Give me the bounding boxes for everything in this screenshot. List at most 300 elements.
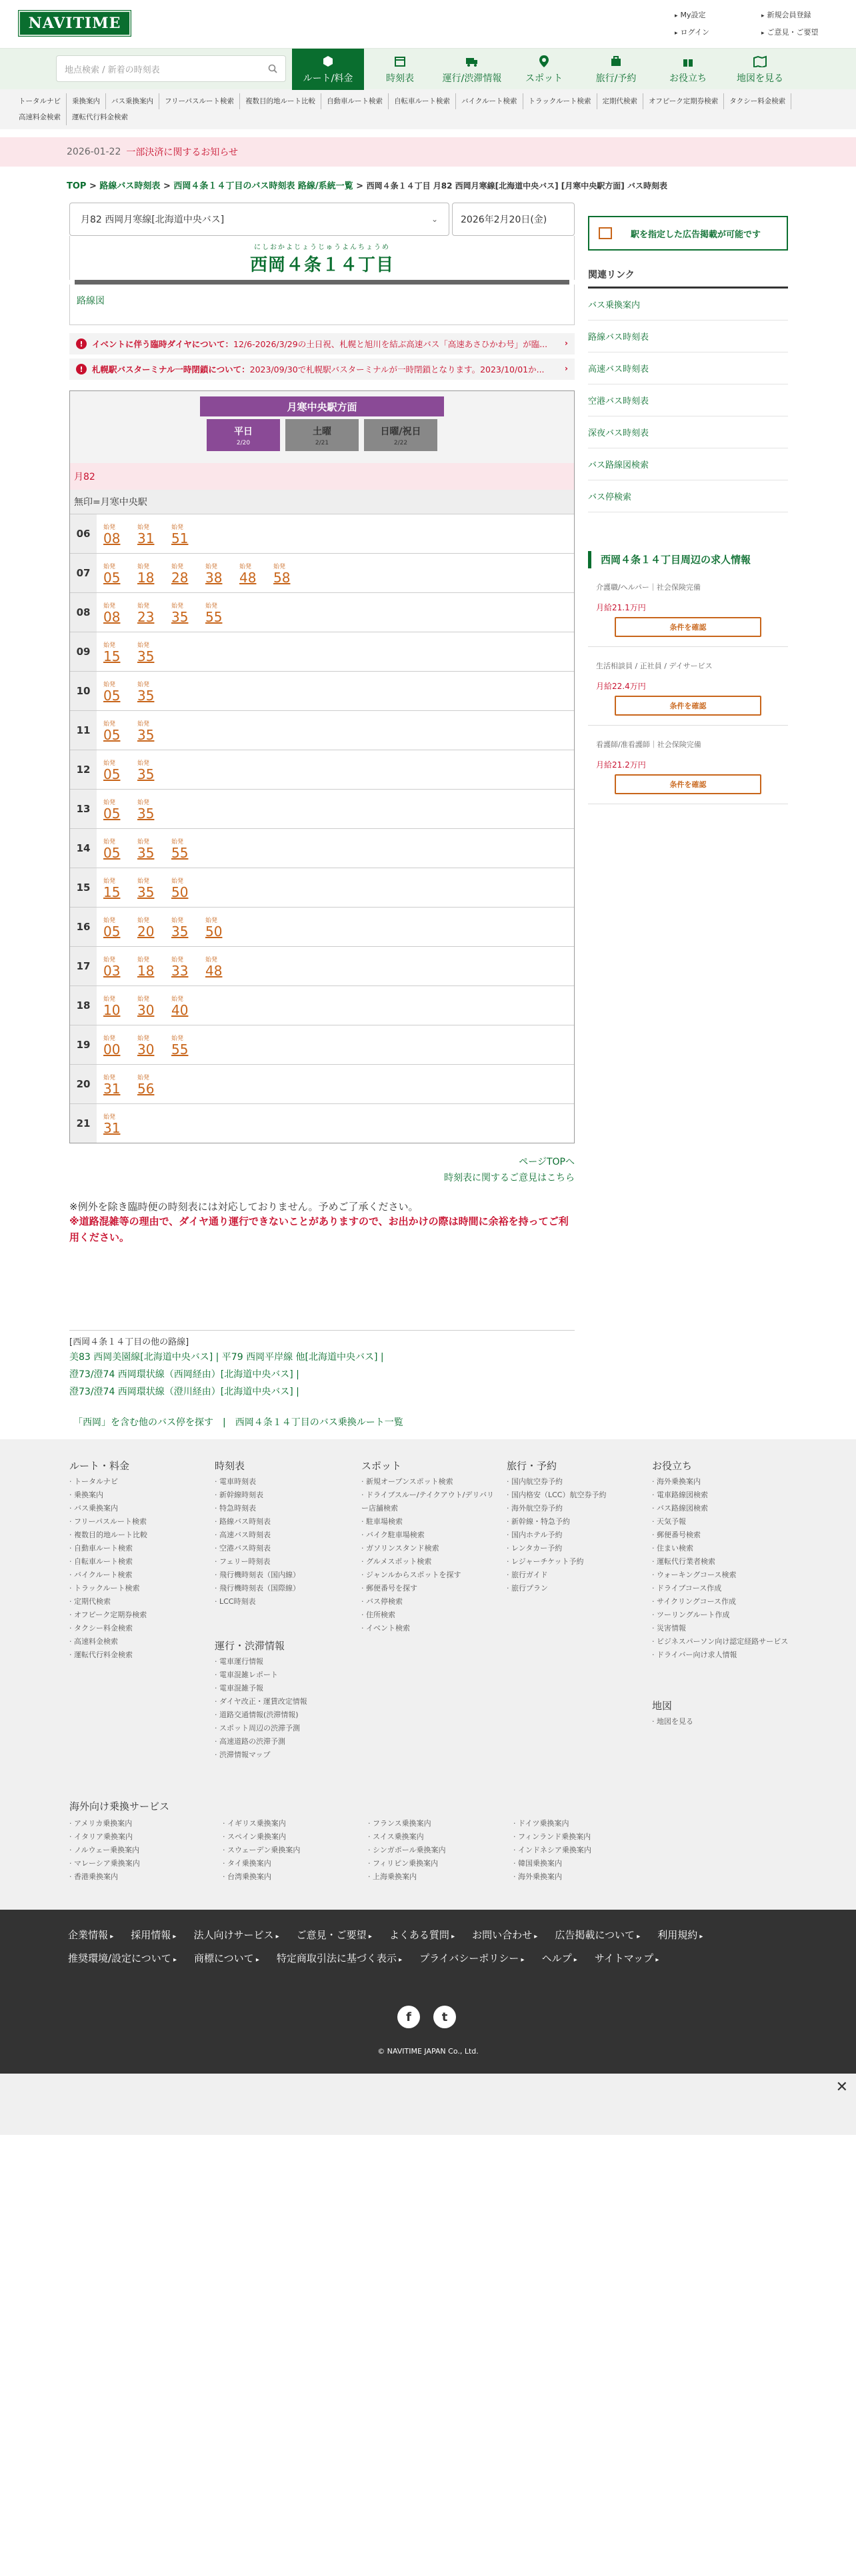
departure-minute: 15 [103, 648, 121, 664]
nav-item[interactable] [292, 49, 364, 90]
route-select[interactable] [69, 203, 449, 236]
departure-time[interactable] [136, 876, 170, 900]
breadcrumb-top[interactable]: TOP [67, 181, 87, 191]
abroad-link[interactable]: · 上海乗換案内 [368, 1870, 513, 1884]
departure-kind: 始発 [205, 602, 218, 610]
departure-time[interactable] [170, 601, 204, 624]
footer-link[interactable]: · 住所検索 [361, 1609, 495, 1622]
footer-link[interactable]: · 郵便番号を探す [361, 1582, 495, 1595]
departure-time[interactable] [102, 1112, 136, 1135]
nav-item-label: お役立ち [669, 73, 707, 84]
departure-minute: 18 [137, 569, 155, 586]
footer-link[interactable]: · ツーリングルート作成 [652, 1609, 792, 1622]
departure-time[interactable] [136, 994, 170, 1017]
tab-day[interactable] [285, 419, 359, 451]
abroad-heading: 海外向け乗換サービス [69, 1800, 170, 1812]
related-link[interactable]: バス停検索 [588, 480, 788, 512]
navitime-logo[interactable]: NAVITIME [19, 11, 131, 36]
departure-time[interactable] [102, 758, 136, 782]
departure-kind: 始発 [137, 760, 150, 767]
footer-column-heading: 時刻表 [215, 1460, 245, 1472]
departure-minute: 35 [137, 726, 155, 743]
nav-item-label: 時刻表 [386, 73, 414, 84]
nav-item[interactable] [364, 49, 436, 90]
footer-link[interactable]: · オフピーク定期券検索 [69, 1609, 196, 1622]
footer-column-heading: 運行・渋滞情報 [215, 1640, 285, 1652]
twitter-icon[interactable]: t [433, 2006, 456, 2028]
departure-minute: 15 [103, 884, 121, 900]
departure-time[interactable] [204, 601, 238, 624]
job-title: 生活相談員 / 正社員 / デイサービス [596, 662, 713, 670]
departure-minute: 35 [171, 608, 189, 625]
direction-badge: 月寒中央駅方面 [200, 396, 444, 416]
footer-link[interactable]: · トータルナビ [69, 1475, 196, 1489]
other-route-line[interactable]: 澄73/澄74 西岡環状線（西岡経由）[北海道中央バス] | [69, 1369, 299, 1380]
subnav-item[interactable]: フリーパスルート検索 [159, 93, 240, 109]
subnav-item[interactable]: 乗換案内 [67, 93, 106, 109]
search-placeholder: 地点検索 / 新着の時刻表 [65, 65, 160, 75]
footer-link[interactable]: · スポット周辺の渋滞予測 [215, 1722, 348, 1735]
breadcrumb-bus[interactable]: 路線バス時刻表 [99, 181, 161, 191]
notice-message[interactable]: 一部決済に関するお知らせ [126, 147, 238, 158]
departure-kind: 始発 [103, 602, 116, 610]
departure-kind: 始発 [103, 838, 116, 846]
subnav-item[interactable]: バス乗換案内 [106, 93, 159, 109]
related-link[interactable]: バス路線図検索 [588, 448, 788, 480]
departure-time[interactable] [136, 522, 170, 546]
footer-column [69, 1459, 196, 1662]
footer-link[interactable]: · 海外乗換案内 [652, 1475, 792, 1489]
departure-time[interactable] [204, 562, 238, 585]
footer-link[interactable]: · 郵便番号検索 [652, 1529, 792, 1542]
departure-time[interactable] [204, 955, 238, 978]
chevron-right-icon: › [564, 338, 568, 348]
departure-minute: 55 [171, 844, 189, 861]
subnav-item[interactable]: バイクルート検索 [456, 93, 523, 109]
suitcase-icon [609, 55, 623, 68]
table-row [70, 553, 574, 592]
departure-time[interactable] [136, 719, 170, 742]
footer-link[interactable]: · ジャンルからスポットを探す [361, 1569, 495, 1582]
ad-button-label: 駅を指定した広告掲載が可能です [631, 229, 761, 240]
footer-link[interactable]: · 国内ホテル予約 [507, 1529, 640, 1542]
abroad-link[interactable]: · スペイン乗換案内 [223, 1830, 368, 1844]
minutes-cell [97, 829, 204, 868]
hour-cell: 15 [70, 868, 97, 907]
departure-time[interactable] [102, 719, 136, 742]
abroad-link[interactable]: · イギリス乗換案内 [223, 1817, 368, 1830]
footer-dark-link[interactable]: お問い合わせ ▸ [472, 1924, 537, 1948]
footer-link[interactable]: · 電車混雑レポート [215, 1668, 348, 1682]
footer-link[interactable]: · 新幹線時刻表 [215, 1489, 348, 1502]
abroad-link[interactable]: · 台湾乗換案内 [223, 1870, 368, 1884]
register-link[interactable]: ▸ 新規会員登録 [761, 9, 848, 20]
departure-time[interactable] [102, 640, 136, 664]
minutes-cell [97, 947, 238, 985]
departure-time[interactable] [170, 1033, 204, 1057]
footer-link[interactable]: · 高速バス時刻表 [215, 1529, 348, 1542]
hour-cell: 16 [70, 908, 97, 946]
abroad-link[interactable]: · タイ乗換案内 [223, 1857, 368, 1870]
footer-link[interactable]: · ビジネスパーソン向け認定経路サービス [652, 1635, 792, 1648]
footer-link[interactable]: · トラックルート検索 [69, 1582, 196, 1595]
footer-link[interactable]: · バス路線図検索 [652, 1502, 792, 1515]
close-icon[interactable]: ✕ [835, 2079, 848, 2096]
abroad-link[interactable]: · スイス乗換案内 [368, 1830, 513, 1844]
timetable-feedback-link[interactable]: 時刻表に関するご意見はこちら [444, 1173, 575, 1183]
facebook-icon[interactable]: f [397, 2006, 420, 2028]
departure-kind: 始発 [103, 799, 116, 806]
abroad-link[interactable]: · ドイツ乗換案内 [513, 1817, 659, 1830]
alert-event[interactable] [69, 333, 575, 354]
nav-item[interactable] [436, 49, 508, 90]
route-map-link[interactable]: 路線図 [77, 296, 105, 307]
related-link[interactable]: 路線バス時刻表 [588, 321, 788, 352]
abroad-link[interactable]: · マレーシア乗換案内 [69, 1857, 223, 1870]
departure-time[interactable] [136, 955, 170, 978]
departure-time[interactable] [170, 562, 204, 585]
footer-link[interactable]: · 電車運行情報 [215, 1655, 348, 1668]
footer-dark-link[interactable]: 採用情報 ▸ [131, 1924, 176, 1948]
job-detail-button[interactable]: 条件を確認 [615, 696, 761, 716]
footer-link[interactable]: · 旅行プラン [507, 1582, 640, 1595]
departure-minute: 03 [103, 962, 121, 979]
search-icon[interactable] [268, 64, 277, 73]
other-route-line[interactable]: 美83 西岡美園線[北海道中央バス] | 平79 西岡平岸線 他[北海道中央バス] | [69, 1352, 384, 1363]
route-select-value: 月82 西岡月寒線[北海道中央バス] [81, 215, 225, 225]
footer-link[interactable]: · 乗換案内 [69, 1489, 196, 1502]
footer-dark-link[interactable]: サイトマップ ▸ [595, 1948, 659, 1971]
footer-link[interactable]: · 新規オープンスポット検索 [361, 1475, 495, 1489]
subnav-item[interactable]: 自転車ルート検索 [389, 93, 456, 109]
footer-dark-link[interactable]: 利用規約 ▸ [657, 1924, 703, 1948]
table-row [70, 828, 574, 868]
search-input[interactable] [56, 55, 286, 82]
departure-minute: 05 [103, 844, 121, 861]
departure-time[interactable] [102, 522, 136, 546]
related-link[interactable]: バス乗換案内 [588, 289, 788, 321]
footer-link[interactable]: · 自転車ルート検索 [69, 1555, 196, 1569]
footer-link[interactable]: · グルメスポット検索 [361, 1555, 495, 1569]
minutes-cell [97, 593, 238, 632]
footer-link[interactable]: · ドライブコース作成 [652, 1582, 792, 1595]
departure-minute: 31 [103, 1080, 121, 1097]
departure-kind: 始発 [171, 563, 184, 570]
main-nav [0, 48, 856, 89]
nav-item[interactable] [580, 49, 652, 90]
footer-link[interactable]: · 災害情報 [652, 1622, 792, 1635]
departure-minute: 50 [205, 923, 223, 940]
subnav-item[interactable]: 高速料金検索 [13, 109, 67, 125]
departure-time[interactable] [102, 916, 136, 939]
page-top-link[interactable]: ページTOPへ [519, 1157, 575, 1167]
footer-link[interactable]: · 地図を見る [652, 1715, 785, 1728]
table-row [70, 671, 574, 710]
footer-link[interactable]: · ガソリンスタンド検索 [361, 1542, 495, 1555]
minutes-cell [97, 672, 170, 710]
footer-link[interactable]: · 住まい検索 [652, 1542, 792, 1555]
main-content [69, 203, 575, 1245]
job-card [588, 647, 788, 726]
footer-link[interactable]: · ドライブスルー/テイクアウト/デリバリー店舗検索 [361, 1489, 495, 1515]
departure-time[interactable] [136, 601, 170, 624]
departure-time[interactable] [136, 640, 170, 664]
subnav-item[interactable]: 運転代行料金検索 [72, 113, 128, 121]
exclamation-icon: ! [76, 338, 87, 349]
departure-time[interactable] [102, 955, 136, 978]
footer-dark-link[interactable]: 商標について ▸ [194, 1948, 259, 1971]
departure-kind: 始発 [137, 1074, 150, 1081]
minutes-cell [97, 868, 204, 907]
footer-link[interactable]: · バイクルート検索 [69, 1569, 196, 1582]
departure-kind: 始発 [103, 1113, 116, 1121]
stop-header [69, 236, 575, 280]
footer-link[interactable]: · 旅行ガイド [507, 1569, 640, 1582]
footer-link[interactable]: · 道路交通情報(渋滞情報) [215, 1708, 348, 1722]
departure-time[interactable] [136, 562, 170, 585]
footer-link[interactable]: · 飛行機時刻表（国内線） [215, 1569, 348, 1582]
minutes-cell [97, 1104, 136, 1143]
nav-item[interactable] [508, 49, 580, 90]
footer-link[interactable]: · 天気予報 [652, 1515, 792, 1529]
day-date: 2/22 [393, 439, 408, 446]
related-link[interactable]: 高速バス時刻表 [588, 352, 788, 384]
minutes-cell [97, 1065, 170, 1103]
footer-link[interactable]: · フェリー時刻表 [215, 1555, 348, 1569]
footer-link[interactable]: · 飛行機時刻表（国際線） [215, 1582, 348, 1595]
departure-time[interactable] [102, 876, 136, 900]
tab-day[interactable] [207, 419, 280, 451]
footer-link[interactable]: · 運転代行料金検索 [69, 1648, 196, 1662]
departure-time[interactable] [136, 758, 170, 782]
footer-dark-link[interactable]: ヘルプ ▸ [542, 1948, 577, 1971]
footer-link[interactable]: · 渋滞情報マップ [215, 1748, 348, 1762]
job-pay: 月給22.4万円 [596, 682, 646, 691]
feedback-link[interactable]: ▸ ご意見・ご要望 [761, 27, 848, 37]
related-link[interactable]: 空港バス時刻表 [588, 384, 788, 416]
tab-day[interactable] [364, 419, 437, 451]
departure-time[interactable] [136, 798, 170, 821]
timetable [69, 390, 575, 1143]
footer-dark-link[interactable]: 推奨環境/設定について ▸ [68, 1948, 177, 1971]
footer-link[interactable]: · 国内格安（LCC）航空券予約 [507, 1489, 640, 1502]
footer-dark-link[interactable]: よくある質問 ▸ [389, 1924, 455, 1948]
footer-dark-link[interactable]: ご意見・ご要望 ▸ [297, 1924, 372, 1948]
abroad-link[interactable]: · フランス乗換案内 [368, 1817, 513, 1830]
subnav-item[interactable]: トラックルート検索 [523, 93, 597, 109]
footer-link[interactable]: · 特急時刻表 [215, 1502, 348, 1515]
departure-time[interactable] [170, 837, 204, 860]
departure-kind: 始発 [205, 563, 218, 570]
nav-item[interactable] [724, 49, 796, 90]
login-link[interactable]: ▸ ログイン [675, 27, 761, 37]
departure-minute: 40 [171, 1001, 189, 1018]
my-settings-link[interactable]: ▸ My設定 [675, 9, 761, 20]
hour-cell: 19 [70, 1025, 97, 1064]
other-route-line[interactable]: 澄73/澄74 西岡環状線（澄川経由）[北海道中央バス] | [69, 1387, 299, 1397]
table-row [70, 514, 574, 553]
footer-link[interactable]: · タクシー料金検索 [69, 1622, 196, 1635]
abroad-link[interactable]: · インドネシア乗換案内 [513, 1844, 659, 1857]
departure-time[interactable] [102, 1073, 136, 1096]
footer-link[interactable]: · フリーパスルート検索 [69, 1515, 196, 1529]
footer-link[interactable]: · サイクリングコース作成 [652, 1595, 792, 1609]
footer-link[interactable]: · 電車路線図検索 [652, 1489, 792, 1502]
departure-time[interactable] [204, 916, 238, 939]
footer-dark-link[interactable]: 法人向けサービス ▸ [193, 1924, 279, 1948]
bottom-links[interactable]: 「西岡」を含む他のバス停を探す | 西岡４条１４丁目のバス乗換ルート一覧 [73, 1417, 403, 1428]
footer-link[interactable]: · ウォーキングコース検索 [652, 1569, 792, 1582]
footer-link[interactable]: · 新幹線・特急予約 [507, 1515, 640, 1529]
footer-link[interactable]: · バイク駐車場検索 [361, 1529, 495, 1542]
departure-time[interactable] [170, 522, 204, 546]
alert-detail: 2023/09/30で札幌駅バスターミナルが一時閉鎖となります。2023/10/01か... [249, 364, 545, 374]
map-link-row [69, 285, 575, 325]
subnav-item[interactable]: タクシー料金検索 [724, 93, 791, 109]
abroad-link[interactable]: · スウェーデン乗換案内 [223, 1844, 368, 1857]
abroad-link[interactable]: · 韓国乗換案内 [513, 1857, 659, 1870]
footer-link[interactable]: · 国内航空券予約 [507, 1475, 640, 1489]
table-row [70, 1103, 574, 1143]
departure-time[interactable] [102, 562, 136, 585]
departure-time[interactable] [102, 837, 136, 860]
departure-minute: 05 [103, 726, 121, 743]
footer-link[interactable]: · 高速道路の渋滞予測 [215, 1735, 348, 1748]
hour-cell: 20 [70, 1065, 97, 1103]
subnav-item[interactable]: トータルナビ [13, 93, 67, 109]
note-extra-buses: ※例外を除き臨時便の時刻表には対応しておりません。予めご了承ください。 [69, 1201, 419, 1213]
ad-placement-button[interactable] [588, 216, 788, 251]
departure-kind: 始発 [103, 956, 116, 964]
abroad-link[interactable]: · 香港乗換案内 [69, 1870, 223, 1884]
other-routes [69, 1330, 575, 1401]
footer-column-heading: スポット [361, 1460, 402, 1472]
footer-link[interactable]: · 電車時刻表 [215, 1475, 348, 1489]
subnav-item[interactable]: 定期代検索 [597, 93, 644, 109]
departure-minute: 08 [103, 530, 121, 546]
footer-link[interactable]: · 自動車ルート検索 [69, 1542, 196, 1555]
abroad-link[interactable]: · フィンランド乗換案内 [513, 1830, 659, 1844]
footer-link[interactable]: · レジャーチケット予約 [507, 1555, 640, 1569]
departure-minute: 31 [137, 530, 155, 546]
departure-time[interactable] [272, 562, 306, 585]
departure-minute: 55 [205, 608, 223, 625]
footer-link[interactable]: · 駐車場検索 [361, 1515, 495, 1529]
departure-time[interactable] [238, 562, 272, 585]
footer-dark-link[interactable]: プライバシーポリシー ▸ [419, 1948, 524, 1971]
departure-time[interactable] [136, 680, 170, 703]
footer-column [215, 1639, 348, 1762]
footer-dark-link[interactable]: 企業情報 ▸ [68, 1924, 113, 1948]
minutes-cell [97, 790, 170, 828]
subnav-item[interactable]: 自動車ルート検索 [321, 93, 389, 109]
departure-time[interactable] [102, 1033, 136, 1057]
nav-item[interactable] [652, 49, 724, 90]
footer-link[interactable]: · 定期代検索 [69, 1595, 196, 1609]
footer-link[interactable]: · ダイヤ改正・運賃改定情報 [215, 1695, 348, 1708]
subnav-item[interactable]: オフピーク定期券検索 [643, 93, 724, 109]
departure-time[interactable] [170, 916, 204, 939]
date-select[interactable] [452, 203, 575, 236]
departure-time[interactable] [136, 1033, 170, 1057]
footer-dark-link[interactable]: 広告掲載について ▸ [555, 1924, 640, 1948]
departure-minute: 56 [137, 1080, 155, 1097]
footer-link[interactable]: · 複数目的地ルート比較 [69, 1529, 196, 1542]
breadcrumb-stop[interactable]: 西岡４条１４丁目のバス時刻表 路線/系統一覧 [173, 181, 353, 191]
footer-link[interactable]: · ドライバー向け求人情報 [652, 1648, 792, 1662]
departure-time[interactable] [136, 916, 170, 939]
departure-minute: 31 [103, 1119, 121, 1136]
footer-link[interactable]: · LCC時刻表 [215, 1595, 348, 1609]
alert-terminal[interactable] [69, 358, 575, 380]
abroad-link[interactable]: · イタリア乗換案内 [69, 1830, 223, 1844]
job-title: 看護師/准看護師｜社会保険完備 [596, 740, 701, 749]
departure-time[interactable] [136, 1073, 170, 1096]
day-date: 2/20 [236, 439, 251, 446]
abroad-link[interactable]: · フィリピン乗換案内 [368, 1857, 513, 1870]
departure-time[interactable] [102, 798, 136, 821]
departure-minute: 51 [171, 530, 189, 546]
departure-minute: 30 [137, 1001, 155, 1018]
abroad-link[interactable]: · 海外乗換案内 [513, 1870, 659, 1884]
minutes-cell [97, 632, 170, 671]
day-label: 土曜 [313, 426, 331, 437]
related-link[interactable]: 深夜バス時刻表 [588, 416, 788, 448]
departure-time[interactable] [170, 876, 204, 900]
footer-column [215, 1459, 348, 1609]
departure-time[interactable] [102, 601, 136, 624]
departure-minute: 05 [103, 766, 121, 782]
abroad-link[interactable]: · ノルウェー乗換案内 [69, 1844, 223, 1857]
departure-time[interactable] [102, 994, 136, 1017]
departure-kind: 始発 [137, 838, 150, 846]
departure-kind: 始発 [171, 995, 184, 1003]
nav-item-label: 地図を見る [737, 73, 783, 84]
footer-link[interactable]: · 高速料金検索 [69, 1635, 196, 1648]
departure-kind: 始発 [137, 878, 150, 885]
departure-time[interactable] [170, 955, 204, 978]
job-detail-button[interactable]: 条件を確認 [615, 774, 761, 794]
departure-time[interactable] [102, 680, 136, 703]
departure-minute: 58 [273, 569, 291, 586]
job-detail-button[interactable]: 条件を確認 [615, 617, 761, 637]
footer-link[interactable]: · 海外航空券予約 [507, 1502, 640, 1515]
exclamation-icon: ! [76, 364, 87, 374]
footer-column [361, 1459, 495, 1635]
footer-link[interactable]: · イベント検索 [361, 1622, 495, 1635]
footer-link[interactable]: · 電車混雑予報 [215, 1682, 348, 1695]
footer-link[interactable]: · レンタカー予約 [507, 1542, 640, 1555]
footer-dark-link[interactable]: 特定商取引法に基づく表示 ▸ [277, 1948, 402, 1971]
departure-time[interactable] [136, 837, 170, 860]
stop-name: 西岡４条１４丁目 [249, 255, 394, 275]
abroad-link[interactable]: · シンガポール乗換案内 [368, 1844, 513, 1857]
notice-bar[interactable] [0, 137, 856, 167]
hour-cell: 11 [70, 711, 97, 750]
abroad-link[interactable]: · アメリカ乗換案内 [69, 1817, 223, 1830]
footer-link[interactable]: · 運転代行業者検索 [652, 1555, 792, 1569]
footer-link[interactable]: · 路線バス時刻表 [215, 1515, 348, 1529]
minutes-cell [97, 986, 204, 1025]
footer-link[interactable]: · 空港バス時刻表 [215, 1542, 348, 1555]
departure-time[interactable] [170, 994, 204, 1017]
table-row [70, 750, 574, 789]
subnav-item[interactable]: 複数目的地ルート比較 [240, 93, 321, 109]
departure-minute: 23 [137, 608, 155, 625]
jobs-title: 西岡４条１４丁目周辺の求人情報 [588, 551, 788, 568]
footer-link[interactable]: · バス乗換案内 [69, 1502, 196, 1515]
footer-link[interactable]: · バス停検索 [361, 1595, 495, 1609]
